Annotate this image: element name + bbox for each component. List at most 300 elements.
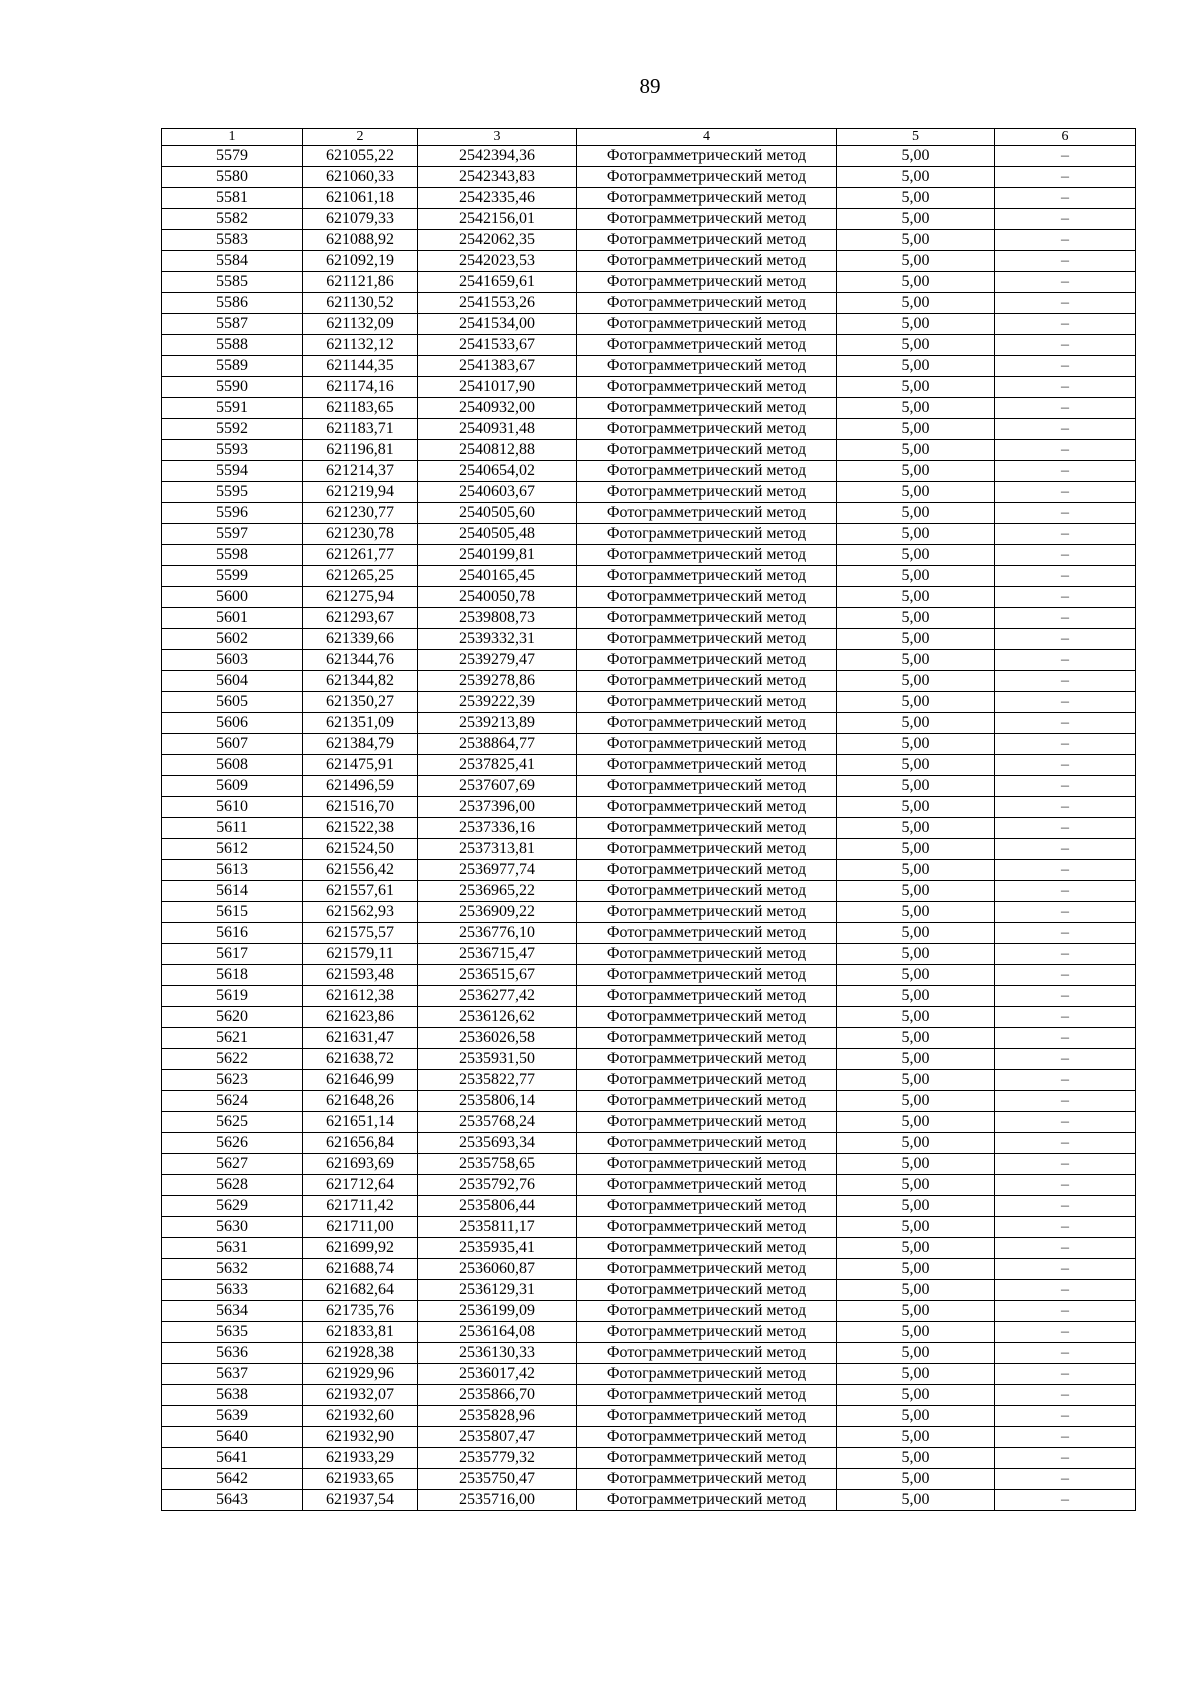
point-number-cell: 5604 [162,671,303,692]
point-number-cell: 5631 [162,1238,303,1259]
point-number-cell: 5585 [162,272,303,293]
accuracy-cell: 5,00 [837,545,995,566]
x-coordinate-cell: 621712,64 [303,1175,418,1196]
x-coordinate-cell: 621130,52 [303,293,418,314]
x-coordinate-cell: 621651,14 [303,1112,418,1133]
y-coordinate-cell: 2535806,44 [418,1196,577,1217]
accuracy-cell: 5,00 [837,1112,995,1133]
x-coordinate-cell: 621688,74 [303,1259,418,1280]
description-cell: – [995,986,1136,1007]
y-coordinate-cell: 2536965,22 [418,881,577,902]
x-coordinate-cell: 621183,71 [303,419,418,440]
method-cell: Фотограмметрический метод [577,1070,837,1091]
x-coordinate-cell: 621833,81 [303,1322,418,1343]
table-header-row [162,129,1136,146]
method-cell: Фотограмметрический метод [577,1238,837,1259]
accuracy-cell: 5,00 [837,1196,995,1217]
accuracy-cell: 5,00 [837,1448,995,1469]
table-row [162,440,1136,461]
accuracy-cell: 5,00 [837,314,995,335]
point-number-cell: 5579 [162,146,303,167]
table-row [162,1385,1136,1406]
method-cell: Фотограмметрический метод [577,545,837,566]
table-row [162,839,1136,860]
point-number-cell: 5601 [162,608,303,629]
point-number-cell: 5629 [162,1196,303,1217]
method-cell: Фотограмметрический метод [577,1385,837,1406]
table-row [162,1406,1136,1427]
column-header-1: 1 [162,129,303,146]
y-coordinate-cell: 2536164,08 [418,1322,577,1343]
x-coordinate-cell: 621132,09 [303,314,418,335]
accuracy-cell: 5,00 [837,1217,995,1238]
method-cell: Фотограмметрический метод [577,314,837,335]
description-cell: – [995,650,1136,671]
x-coordinate-cell: 621524,50 [303,839,418,860]
accuracy-cell: 5,00 [837,713,995,734]
table-row [162,755,1136,776]
method-cell: Фотограмметрический метод [577,1196,837,1217]
method-cell: Фотограмметрический метод [577,566,837,587]
accuracy-cell: 5,00 [837,1385,995,1406]
table-row [162,734,1136,755]
point-number-cell: 5640 [162,1427,303,1448]
y-coordinate-cell: 2535935,41 [418,1238,577,1259]
description-cell: – [995,1070,1136,1091]
accuracy-cell: 5,00 [837,335,995,356]
y-coordinate-cell: 2536776,10 [418,923,577,944]
y-coordinate-cell: 2535758,65 [418,1154,577,1175]
accuracy-cell: 5,00 [837,818,995,839]
accuracy-cell: 5,00 [837,1301,995,1322]
x-coordinate-cell: 621928,38 [303,1343,418,1364]
description-cell: – [995,1343,1136,1364]
description-cell: – [995,293,1136,314]
table-row [162,1448,1136,1469]
point-number-cell: 5589 [162,356,303,377]
table-row [162,1028,1136,1049]
method-cell: Фотограмметрический метод [577,1007,837,1028]
y-coordinate-cell: 2541017,90 [418,377,577,398]
x-coordinate-cell: 621579,11 [303,944,418,965]
y-coordinate-cell: 2541534,00 [418,314,577,335]
x-coordinate-cell: 621496,59 [303,776,418,797]
method-cell: Фотограмметрический метод [577,1448,837,1469]
y-coordinate-cell: 2541659,61 [418,272,577,293]
x-coordinate-cell: 621214,37 [303,461,418,482]
description-cell: – [995,1028,1136,1049]
y-coordinate-cell: 2535768,24 [418,1112,577,1133]
point-number-cell: 5632 [162,1259,303,1280]
x-coordinate-cell: 621575,57 [303,923,418,944]
method-cell: Фотограмметрический метод [577,377,837,398]
point-number-cell: 5606 [162,713,303,734]
y-coordinate-cell: 2537396,00 [418,797,577,818]
y-coordinate-cell: 2540812,88 [418,440,577,461]
description-cell: – [995,1196,1136,1217]
table-row [162,1238,1136,1259]
y-coordinate-cell: 2540050,78 [418,587,577,608]
description-cell: – [995,1406,1136,1427]
accuracy-cell: 5,00 [837,650,995,671]
table-row [162,251,1136,272]
x-coordinate-cell: 621475,91 [303,755,418,776]
table-row [162,650,1136,671]
accuracy-cell: 5,00 [837,944,995,965]
point-number-cell: 5597 [162,524,303,545]
y-coordinate-cell: 2535779,32 [418,1448,577,1469]
method-cell: Фотограмметрический метод [577,713,837,734]
description-cell: – [995,1259,1136,1280]
y-coordinate-cell: 2537313,81 [418,839,577,860]
y-coordinate-cell: 2540165,45 [418,566,577,587]
y-coordinate-cell: 2535828,96 [418,1406,577,1427]
table-row [162,629,1136,650]
point-number-cell: 5588 [162,335,303,356]
description-cell: – [995,608,1136,629]
x-coordinate-cell: 621516,70 [303,797,418,818]
point-number-cell: 5587 [162,314,303,335]
accuracy-cell: 5,00 [837,1406,995,1427]
x-coordinate-cell: 621275,94 [303,587,418,608]
accuracy-cell: 5,00 [837,1091,995,1112]
method-cell: Фотограмметрический метод [577,293,837,314]
description-cell: – [995,1280,1136,1301]
y-coordinate-cell: 2535866,70 [418,1385,577,1406]
description-cell: – [995,1175,1136,1196]
x-coordinate-cell: 621932,60 [303,1406,418,1427]
description-cell: – [995,356,1136,377]
method-cell: Фотограмметрический метод [577,167,837,188]
y-coordinate-cell: 2541533,67 [418,335,577,356]
y-coordinate-cell: 2535792,76 [418,1175,577,1196]
point-number-cell: 5608 [162,755,303,776]
method-cell: Фотограмметрический метод [577,146,837,167]
accuracy-cell: 5,00 [837,188,995,209]
accuracy-cell: 5,00 [837,482,995,503]
y-coordinate-cell: 2536126,62 [418,1007,577,1028]
column-header-5: 5 [837,129,995,146]
point-number-cell: 5584 [162,251,303,272]
y-coordinate-cell: 2540199,81 [418,545,577,566]
accuracy-cell: 5,00 [837,146,995,167]
x-coordinate-cell: 621648,26 [303,1091,418,1112]
point-number-cell: 5628 [162,1175,303,1196]
accuracy-cell: 5,00 [837,1364,995,1385]
description-cell: – [995,1112,1136,1133]
x-coordinate-cell: 621593,48 [303,965,418,986]
x-coordinate-cell: 621261,77 [303,545,418,566]
point-number-cell: 5627 [162,1154,303,1175]
point-number-cell: 5619 [162,986,303,1007]
point-number-cell: 5611 [162,818,303,839]
table-row [162,587,1136,608]
point-number-cell: 5598 [162,545,303,566]
description-cell: – [995,923,1136,944]
y-coordinate-cell: 2536977,74 [418,860,577,881]
y-coordinate-cell: 2535693,34 [418,1133,577,1154]
method-cell: Фотограмметрический метод [577,671,837,692]
column-header-6: 6 [995,129,1136,146]
x-coordinate-cell: 621144,35 [303,356,418,377]
table-row [162,1322,1136,1343]
table-row [162,881,1136,902]
table-row [162,419,1136,440]
x-coordinate-cell: 621623,86 [303,1007,418,1028]
accuracy-cell: 5,00 [837,1343,995,1364]
table-row [162,356,1136,377]
accuracy-cell: 5,00 [837,209,995,230]
method-cell: Фотограмметрический метод [577,188,837,209]
y-coordinate-cell: 2540505,60 [418,503,577,524]
x-coordinate-cell: 621933,65 [303,1469,418,1490]
method-cell: Фотограмметрический метод [577,797,837,818]
description-cell: – [995,545,1136,566]
table-row [162,167,1136,188]
description-cell: – [995,1091,1136,1112]
x-coordinate-cell: 621937,54 [303,1490,418,1511]
table-row [162,1133,1136,1154]
point-number-cell: 5618 [162,965,303,986]
point-number-cell: 5620 [162,1007,303,1028]
description-cell: – [995,566,1136,587]
accuracy-cell: 5,00 [837,293,995,314]
accuracy-cell: 5,00 [837,1469,995,1490]
method-cell: Фотограмметрический метод [577,482,837,503]
y-coordinate-cell: 2539222,39 [418,692,577,713]
accuracy-cell: 5,00 [837,965,995,986]
description-cell: – [995,713,1136,734]
accuracy-cell: 5,00 [837,776,995,797]
y-coordinate-cell: 2539279,47 [418,650,577,671]
table-row [162,545,1136,566]
y-coordinate-cell: 2536026,58 [418,1028,577,1049]
description-cell: – [995,1049,1136,1070]
table-row [162,608,1136,629]
x-coordinate-cell: 621219,94 [303,482,418,503]
point-number-cell: 5605 [162,692,303,713]
table-row [162,1364,1136,1385]
method-cell: Фотограмметрический метод [577,1175,837,1196]
accuracy-cell: 5,00 [837,377,995,398]
x-coordinate-cell: 621711,00 [303,1217,418,1238]
x-coordinate-cell: 621088,92 [303,230,418,251]
accuracy-cell: 5,00 [837,923,995,944]
description-cell: – [995,1490,1136,1511]
table-row [162,188,1136,209]
method-cell: Фотограмметрический метод [577,251,837,272]
table-row [162,902,1136,923]
y-coordinate-cell: 2535931,50 [418,1049,577,1070]
y-coordinate-cell: 2539808,73 [418,608,577,629]
method-cell: Фотограмметрический метод [577,524,837,545]
y-coordinate-cell: 2536060,87 [418,1259,577,1280]
description-cell: – [995,734,1136,755]
x-coordinate-cell: 621932,90 [303,1427,418,1448]
y-coordinate-cell: 2540931,48 [418,419,577,440]
table-row [162,1175,1136,1196]
table-row [162,146,1136,167]
point-number-cell: 5612 [162,839,303,860]
point-number-cell: 5595 [162,482,303,503]
description-cell: – [995,1385,1136,1406]
accuracy-cell: 5,00 [837,272,995,293]
x-coordinate-cell: 621932,07 [303,1385,418,1406]
y-coordinate-cell: 2542062,35 [418,230,577,251]
table-row [162,566,1136,587]
table-row [162,335,1136,356]
y-coordinate-cell: 2536130,33 [418,1343,577,1364]
accuracy-cell: 5,00 [837,797,995,818]
y-coordinate-cell: 2536515,67 [418,965,577,986]
description-cell: – [995,1322,1136,1343]
description-cell: – [995,818,1136,839]
method-cell: Фотограмметрический метод [577,356,837,377]
x-coordinate-cell: 621612,38 [303,986,418,1007]
accuracy-cell: 5,00 [837,230,995,251]
y-coordinate-cell: 2536277,42 [418,986,577,1007]
y-coordinate-cell: 2535807,47 [418,1427,577,1448]
method-cell: Фотограмметрический метод [577,1028,837,1049]
method-cell: Фотограмметрический метод [577,587,837,608]
x-coordinate-cell: 621693,69 [303,1154,418,1175]
point-number-cell: 5626 [162,1133,303,1154]
x-coordinate-cell: 621656,84 [303,1133,418,1154]
method-cell: Фотограмметрический метод [577,440,837,461]
accuracy-cell: 5,00 [837,419,995,440]
x-coordinate-cell: 621183,65 [303,398,418,419]
accuracy-cell: 5,00 [837,440,995,461]
method-cell: Фотограмметрический метод [577,272,837,293]
description-cell: – [995,1217,1136,1238]
column-header-4: 4 [577,129,837,146]
table-row [162,272,1136,293]
point-number-cell: 5623 [162,1070,303,1091]
point-number-cell: 5630 [162,1217,303,1238]
point-number-cell: 5621 [162,1028,303,1049]
accuracy-cell: 5,00 [837,629,995,650]
method-cell: Фотограмметрический метод [577,986,837,1007]
accuracy-cell: 5,00 [837,1280,995,1301]
table-body [162,146,1136,1511]
table-row [162,524,1136,545]
description-cell: – [995,1133,1136,1154]
y-coordinate-cell: 2536715,47 [418,944,577,965]
coordinates-table [161,128,1136,1511]
y-coordinate-cell: 2535822,77 [418,1070,577,1091]
accuracy-cell: 5,00 [837,734,995,755]
method-cell: Фотограмметрический метод [577,1049,837,1070]
x-coordinate-cell: 621556,42 [303,860,418,881]
x-coordinate-cell: 621384,79 [303,734,418,755]
y-coordinate-cell: 2541383,67 [418,356,577,377]
description-cell: – [995,1448,1136,1469]
method-cell: Фотограмметрический метод [577,860,837,881]
table-row [162,461,1136,482]
point-number-cell: 5582 [162,209,303,230]
x-coordinate-cell: 621735,76 [303,1301,418,1322]
table-row [162,1091,1136,1112]
method-cell: Фотограмметрический метод [577,923,837,944]
method-cell: Фотограмметрический метод [577,209,837,230]
accuracy-cell: 5,00 [837,1049,995,1070]
table-row [162,1217,1136,1238]
method-cell: Фотограмметрический метод [577,230,837,251]
point-number-cell: 5602 [162,629,303,650]
method-cell: Фотограмметрический метод [577,902,837,923]
accuracy-cell: 5,00 [837,1427,995,1448]
accuracy-cell: 5,00 [837,1154,995,1175]
method-cell: Фотограмметрический метод [577,1091,837,1112]
description-cell: – [995,776,1136,797]
x-coordinate-cell: 621196,81 [303,440,418,461]
method-cell: Фотограмметрический метод [577,398,837,419]
accuracy-cell: 5,00 [837,167,995,188]
table-row [162,482,1136,503]
table-row [162,503,1136,524]
accuracy-cell: 5,00 [837,755,995,776]
description-cell: – [995,755,1136,776]
y-coordinate-cell: 2541553,26 [418,293,577,314]
accuracy-cell: 5,00 [837,587,995,608]
method-cell: Фотограмметрический метод [577,1343,837,1364]
accuracy-cell: 5,00 [837,1238,995,1259]
description-cell: – [995,1154,1136,1175]
accuracy-cell: 5,00 [837,1175,995,1196]
x-coordinate-cell: 621132,12 [303,335,418,356]
method-cell: Фотограмметрический метод [577,755,837,776]
point-number-cell: 5614 [162,881,303,902]
description-cell: – [995,167,1136,188]
description-cell: – [995,1007,1136,1028]
x-coordinate-cell: 621344,82 [303,671,418,692]
x-coordinate-cell: 621061,18 [303,188,418,209]
point-number-cell: 5603 [162,650,303,671]
accuracy-cell: 5,00 [837,1028,995,1049]
point-number-cell: 5624 [162,1091,303,1112]
table-row [162,1070,1136,1091]
accuracy-cell: 5,00 [837,1259,995,1280]
description-cell: – [995,188,1136,209]
column-header-3: 3 [418,129,577,146]
x-coordinate-cell: 621522,38 [303,818,418,839]
table-row [162,1469,1136,1490]
point-number-cell: 5596 [162,503,303,524]
method-cell: Фотограмметрический метод [577,1427,837,1448]
accuracy-cell: 5,00 [837,671,995,692]
page-number: 89 [639,74,661,98]
y-coordinate-cell: 2537336,16 [418,818,577,839]
method-cell: Фотограмметрический метод [577,1322,837,1343]
method-cell: Фотограмметрический метод [577,881,837,902]
table-row [162,671,1136,692]
x-coordinate-cell: 621174,16 [303,377,418,398]
table-row [162,1490,1136,1511]
method-cell: Фотограмметрический метод [577,1490,837,1511]
y-coordinate-cell: 2542335,46 [418,188,577,209]
point-number-cell: 5639 [162,1406,303,1427]
x-coordinate-cell: 621339,66 [303,629,418,650]
y-coordinate-cell: 2540603,67 [418,482,577,503]
x-coordinate-cell: 621646,99 [303,1070,418,1091]
method-cell: Фотограмметрический метод [577,335,837,356]
y-coordinate-cell: 2535811,17 [418,1217,577,1238]
description-cell: – [995,503,1136,524]
x-coordinate-cell: 621929,96 [303,1364,418,1385]
method-cell: Фотограмметрический метод [577,503,837,524]
y-coordinate-cell: 2535716,00 [418,1490,577,1511]
description-cell: – [995,146,1136,167]
